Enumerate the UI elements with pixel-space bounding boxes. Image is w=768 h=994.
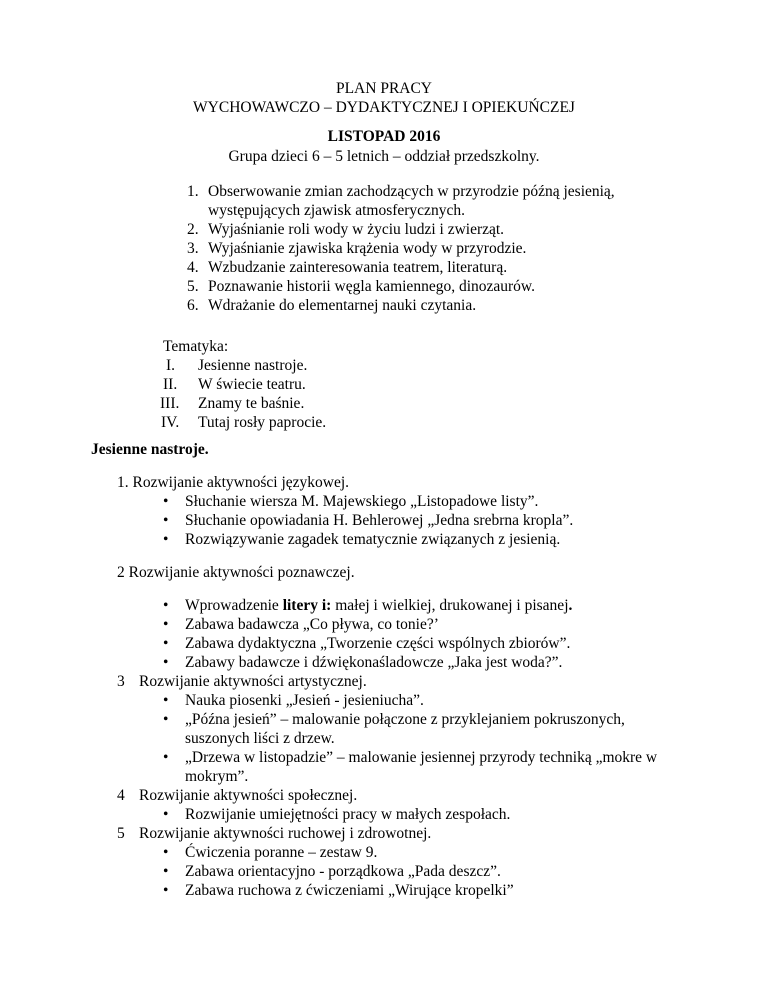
bullet-icon: • bbox=[163, 597, 169, 614]
item-4-number: 4 bbox=[117, 787, 125, 804]
bullet-icon: • bbox=[163, 863, 169, 880]
goal-number: 6. bbox=[187, 297, 199, 314]
topic-number: III. bbox=[160, 395, 180, 412]
bullet-icon: • bbox=[163, 635, 169, 652]
bullet-icon: • bbox=[163, 844, 169, 861]
bullet-icon: • bbox=[163, 512, 169, 529]
bullet-text: Zabawa orientacyjno - porządkowa „Pada deszcz”. bbox=[185, 863, 501, 880]
topic-text: Tutaj rosły paprocie. bbox=[198, 414, 327, 431]
goal-number: 3. bbox=[187, 240, 199, 257]
bullet-icon: • bbox=[163, 531, 169, 548]
section-heading: Jesienne nastroje. bbox=[91, 441, 209, 458]
bullet-icon: • bbox=[163, 711, 169, 728]
bullet-text bbox=[185, 597, 572, 615]
item-3-number: 3 bbox=[117, 673, 125, 690]
group-line: Grupa dzieci 6 – 5 letnich – oddział przedszkolny. bbox=[228, 148, 540, 165]
topic-number: I. bbox=[166, 357, 176, 374]
bullet-text-end: . bbox=[568, 597, 573, 614]
bullet-text-continuation: mokrym”. bbox=[185, 768, 249, 785]
bullet-text: Zabawy badawcze i dźwiękonaśladowcze „Jaka jest woda?”. bbox=[185, 654, 563, 671]
goal-number: 5. bbox=[187, 278, 199, 295]
goal-text: Wdrażanie do elementarnej nauki czytania. bbox=[208, 297, 477, 314]
bullet-icon: • bbox=[163, 692, 169, 709]
goal-text: Wyjaśnianie zjawiska krążenia wody w przyrodzie. bbox=[208, 240, 527, 257]
title-line-1: PLAN PRACY bbox=[335, 80, 433, 97]
month-heading: LISTOPAD 2016 bbox=[327, 128, 441, 145]
item-4-title: Rozwijanie aktywności społecznej. bbox=[139, 787, 358, 804]
goal-number: 1. bbox=[187, 183, 199, 200]
bullet-icon: • bbox=[163, 749, 169, 766]
bullet-text: Słuchanie opowiadania H. Behlerowej „Jedna srebrna kropla”. bbox=[185, 512, 574, 529]
goal-text: występujących zjawisk atmosferycznych. bbox=[208, 202, 465, 219]
bullet-icon: • bbox=[163, 616, 169, 633]
bullet-text-part: Wprowadzenie bbox=[185, 597, 283, 614]
topic-text: Jesienne nastroje. bbox=[198, 357, 308, 374]
bullet-text: Zabawa dydaktyczna „Tworzenie części wspólnych zbiorów”. bbox=[185, 635, 571, 652]
topic-text: W świecie teatru. bbox=[198, 376, 306, 393]
item-5-title: Rozwijanie aktywności ruchowej i zdrowotnej. bbox=[139, 825, 432, 842]
bullet-text: Zabawa badawcza „Co pływa, co tonie?’ bbox=[185, 616, 439, 633]
bullet-text: Słuchanie wiersza M. Majewskiego „Listopadowe listy”. bbox=[185, 493, 539, 510]
letter-highlight: litery i: bbox=[282, 597, 332, 614]
item-2-title: 2 Rozwijanie aktywności poznawczej. bbox=[117, 564, 355, 581]
bullet-text: Rozwiązywanie zagadek tematycznie związanych z jesienią. bbox=[185, 531, 561, 548]
goal-text: Obserwowanie zmian zachodzących w przyrodzie późną jesienią, bbox=[208, 183, 615, 200]
goal-text: Poznawanie historii węgla kamiennego, dinozaurów. bbox=[208, 278, 535, 295]
goal-number: 4. bbox=[187, 259, 199, 276]
bullet-text: Rozwijanie umiejętności pracy w małych zespołach. bbox=[185, 806, 511, 823]
bullet-text: Nauka piosenki „Jesień - jesieniucha”. bbox=[185, 692, 424, 709]
item-3-title: Rozwijanie aktywności artystycznej. bbox=[139, 673, 367, 690]
bullet-icon: • bbox=[163, 654, 169, 671]
bullet-icon: • bbox=[163, 882, 169, 899]
goal-text: Wzbudzanie zainteresowania teatrem, literaturą. bbox=[208, 259, 508, 276]
bullet-text: „Drzewa w listopadzie” – malowanie jesiennej przyrody techniką „mokre w bbox=[185, 749, 658, 766]
bullet-text: Zabawa ruchowa z ćwiczeniami „Wirujące kropelki” bbox=[185, 882, 514, 899]
goal-text: Wyjaśnianie roli wody w życiu ludzi i zwierząt. bbox=[208, 221, 505, 238]
topic-text: Znamy te baśnie. bbox=[198, 395, 305, 412]
bullet-text: „Późna jesień” – malowanie połączone z przyklejaniem pokruszonych, bbox=[185, 711, 625, 728]
bullet-icon: • bbox=[163, 806, 169, 823]
goal-number: 2. bbox=[187, 221, 199, 238]
title-line-2: WYCHOWAWCZO – DYDAKTYCZNEJ I OPIEKUŃCZEJ bbox=[193, 99, 575, 116]
bullet-text: Ćwiczenia poranne – zestaw 9. bbox=[185, 844, 378, 861]
topic-number: IV. bbox=[161, 414, 180, 431]
bullet-icon: • bbox=[163, 493, 169, 510]
topics-label: Tematyka: bbox=[163, 338, 229, 355]
item-5-number: 5 bbox=[117, 825, 125, 842]
bullet-text-part: małej i wielkiej, drukowanej i pisanej bbox=[331, 597, 569, 614]
bullet-text-continuation: suszonych liści z drzew. bbox=[185, 730, 335, 747]
item-1-title: 1. Rozwijanie aktywności językowej. bbox=[117, 474, 350, 491]
topic-number: II. bbox=[163, 376, 178, 393]
